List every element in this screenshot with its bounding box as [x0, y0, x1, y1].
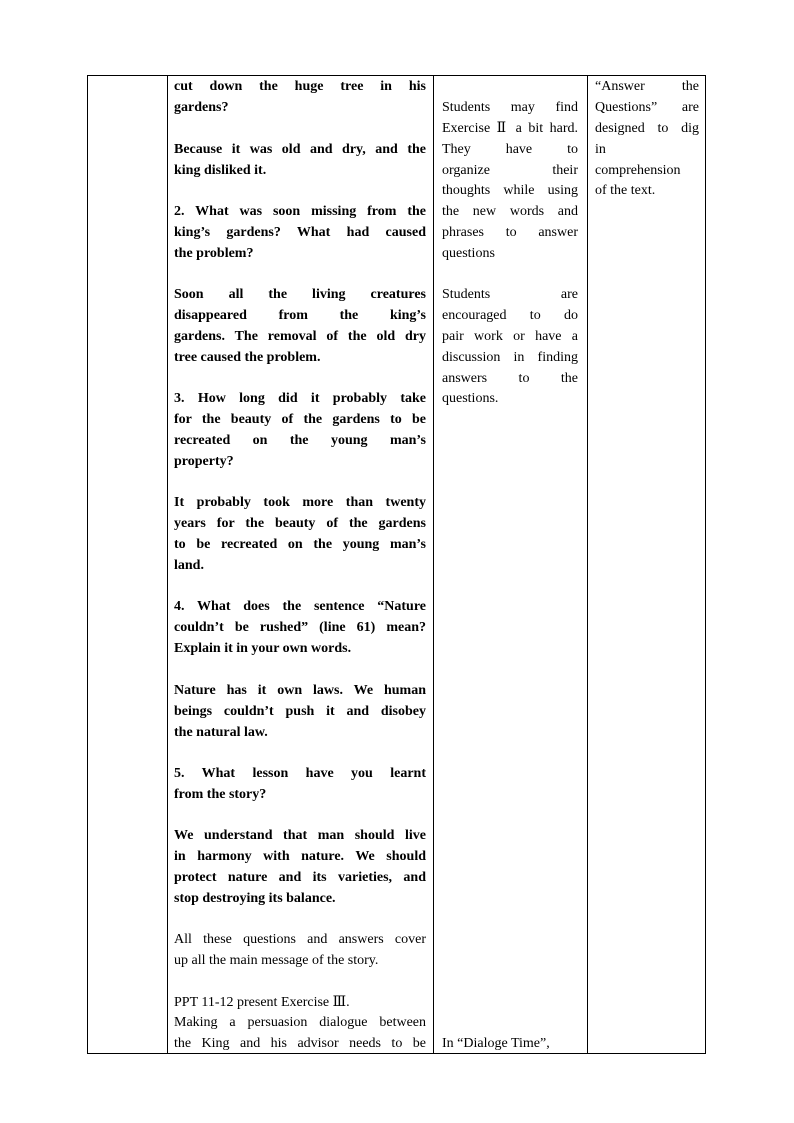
question-3-line: recreated on the young man’s: [174, 433, 426, 448]
note-b-line: Students are: [442, 287, 578, 302]
answer-5-line: We understand that man should live: [174, 828, 426, 843]
question-4-line: couldn’t be rushed” (line 61) mean?: [174, 620, 426, 635]
table-cell-stage: [88, 76, 167, 1053]
note-a-line: phrases to answer: [442, 225, 578, 240]
answer-2-line: tree caused the problem.: [174, 350, 321, 365]
answer-5-line: protect nature and its varieties, and: [174, 870, 426, 885]
answer-4-line: beings couldn’t push it and disobey: [174, 704, 426, 719]
note-b-line: encouraged to do: [442, 308, 578, 323]
question-4-line: Explain it in your own words.: [174, 641, 352, 656]
table-border-right: [705, 75, 706, 1054]
note-a-line: thoughts while using: [442, 183, 578, 198]
question-3-line: for the beauty of the gardens to be: [174, 412, 426, 427]
note-c-line: In “Dialoge Time”,: [442, 1036, 550, 1051]
answer-4-line: Nature has it own laws. We human: [174, 683, 426, 698]
note-a-line: the new words and: [442, 204, 578, 219]
note-b-line: pair work or have a: [442, 329, 578, 344]
question-2-line: king’s gardens? What had caused: [174, 225, 426, 240]
answer-3-line: It probably took more than twenty: [174, 495, 426, 510]
summary-line: All these questions and answers cover: [174, 932, 426, 947]
note-a-line: questions: [442, 246, 495, 261]
purpose-line: “Answer the: [595, 79, 699, 94]
exercise-note-line: Making a persuasion dialogue between: [174, 1015, 426, 1030]
question-1-line: gardens?: [174, 100, 229, 115]
answer-4-line: the natural law.: [174, 725, 268, 740]
note-a-line: Students may find: [442, 100, 578, 115]
question-4-line: 4. What does the sentence “Nature: [174, 599, 426, 614]
question-3-line: 3. How long did it probably take: [174, 391, 426, 406]
question-2-line: 2. What was soon missing from the: [174, 204, 426, 219]
exercise-note-line: PPT 11-12 present Exercise Ⅲ.: [174, 995, 350, 1010]
question-1-line: cut down the huge tree in his: [174, 79, 426, 94]
note-b-line: answers to the: [442, 371, 578, 386]
answer-2-line: gardens. The removal of the old dry: [174, 329, 426, 344]
answer-1-line: Because it was old and dry, and the: [174, 142, 426, 157]
table-divider-1: [167, 75, 168, 1054]
answer-5-line: in harmony with nature. We should: [174, 849, 426, 864]
answer-3-line: land.: [174, 558, 204, 573]
purpose-line: of the text.: [595, 183, 656, 198]
purpose-line: comprehension: [595, 163, 681, 178]
question-2-line: the problem?: [174, 246, 254, 261]
question-3-line: property?: [174, 454, 234, 469]
note-b-line: discussion in finding: [442, 350, 578, 365]
table-divider-2: [433, 75, 434, 1054]
answer-1-line: king disliked it.: [174, 163, 267, 178]
answer-2-line: Soon all the living creatures: [174, 287, 426, 302]
note-a-line: Exercise Ⅱ a bit hard.: [442, 121, 578, 136]
answer-5-line: stop destroying its balance.: [174, 891, 336, 906]
note-a-line: They have to: [442, 142, 578, 157]
note-a-line: organize their: [442, 163, 578, 178]
question-5-line: from the story?: [174, 787, 267, 802]
table-divider-3: [587, 75, 588, 1054]
purpose-line: Questions” are: [595, 100, 699, 115]
question-5-line: 5. What lesson have you learnt: [174, 766, 426, 781]
answer-3-line: years for the beauty of the gardens: [174, 516, 426, 531]
note-b-line: questions.: [442, 391, 499, 406]
answer-2-line: disappeared from the king’s: [174, 308, 426, 323]
purpose-line: in: [595, 142, 606, 157]
exercise-note-line: the King and his advisor needs to be: [174, 1036, 426, 1051]
summary-line: up all the main message of the story.: [174, 953, 379, 968]
answer-3-line: to be recreated on the young man’s: [174, 537, 426, 552]
purpose-line: designed to dig: [595, 121, 699, 136]
